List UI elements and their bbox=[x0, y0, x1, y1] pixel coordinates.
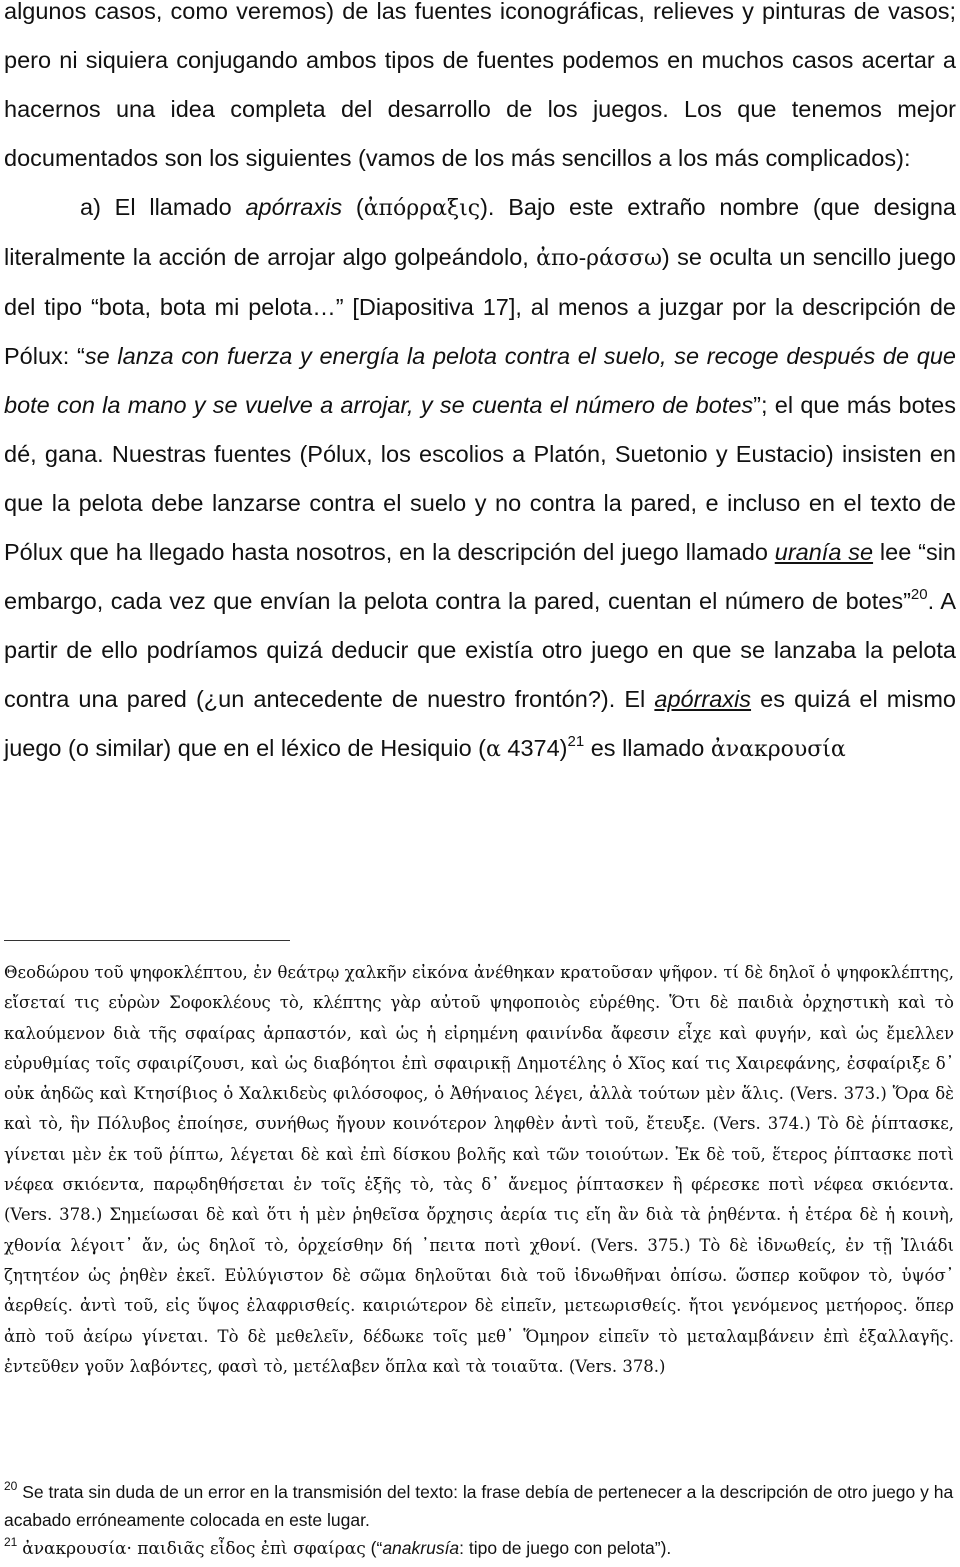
verb-greek: ἀπο-ράσσω bbox=[536, 246, 662, 271]
p2-text-3: ”; el que más botes dé, gana. Nuestras fuentes (Pólux, los escolios a Platón, Suetonio y Eustacio) insisten en que la pelota debe lanzarse contra el suelo y no contra la pared, e incluso en el texto de Pólux que ha llegado hasta nosotros, en la descripción del juego llamado bbox=[4, 392, 956, 565]
term-urania: uranía se bbox=[774, 539, 874, 565]
p2-text-6: es quizá el mismo juego (o similar) que en el léxico de Hesiquio ( bbox=[4, 686, 957, 761]
term-aporraxis-greek: ἀπόρραξις bbox=[363, 196, 481, 221]
footnote-text: : tipo de juego con pelota”). bbox=[459, 1538, 672, 1558]
p2-text-4: lee “sin embargo, cada vez que envían la pelota contra la pared, cuentan el número de botes” bbox=[4, 539, 956, 614]
p2-paren-open: ( bbox=[342, 194, 364, 220]
footnote-20 bbox=[4, 1478, 954, 1534]
footnote-greek: ἀνακρουσία· παιδιᾶς εἶδος ἐπὶ σφαίρας bbox=[22, 1539, 366, 1559]
footnote-text: Se trata sin duda de un error en la transmisión del texto: la frase debía de pertenecer a la descripción de otro juego y ha acabado erróneamente colocada en este lugar. bbox=[4, 1482, 954, 1530]
footnote-number: 21 bbox=[4, 1535, 18, 1549]
footnote-separator bbox=[4, 940, 290, 941]
footnote-21 bbox=[4, 1534, 954, 1563]
p2-text-5: . A partir de ello podríamos quizá deducir que existía otro juego en que se lanzaba la pelota contra una pared (¿un antecedente de nuestro frontón?). El bbox=[4, 588, 956, 712]
p2-text-7: es llamado bbox=[584, 735, 711, 761]
p2-lead: a) El llamado bbox=[80, 194, 246, 220]
footnote-term: anakrusía bbox=[382, 1538, 460, 1558]
paragraph-1: algunos casos, como veremos) de las fuentes iconográficas, relieves y pinturas de vasos; pero ni siquiera conjugando ambos tipos de fuentes podemos en muchos casos acertar a hacernos una idea completa del desarrollo de los juegos. Los que tenemos mejor documentados son los siguientes (vamos de los más sencillos a los más complicados): bbox=[4, 0, 956, 171]
alpha-letter: α bbox=[486, 737, 501, 762]
term-aporraxis: apórraxis bbox=[245, 194, 343, 220]
greek-passage: Θεοδώρου τοῦ ψηφοκλέπτου, ἐν θεάτρῳ χαλκῆν εἰκόνα ἀνέθηκαν κρατοῦσαν ψῆφον. τί δὲ δηλοῖ ὁ ψηφοκλέπτης, εἴσεταί τις εὑρὼν Σοφοκλέους τὸ, κλέπτης γὰρ αὐτοῦ ψηφοποιὸς εὑρέθης. Ὅτι δὲ παιδιὰ ὀρχηστικὴ καὶ τὸ καλούμενον διὰ τῆς σφαίρας ἁρπαστόν, καὶ ὡς ἡ εἰρημένη φαινίνδα ἄφεσιν εἶχε καὶ φυγήν, καὶ ὡς ἔμελλεν εὐρυθμίας τοῖς σφαιρίζουσι, καὶ ὡς διαβόητοι ἐπὶ σφαιρικῇ Δημοτέλης ὁ Χῖος καί τις Χαιρεφάνης, ἐσφαίριξε δ᾽ οὐκ ἀηδῶς καὶ Κτησίβιος ὁ Χαλκιδεὺς φιλόσοφος, ὁ Ἀθήναιος λέγει, ἀλλὰ τούτων μὲν ἅλις. (Vers. 373.) Ὅρα δὲ καὶ τὸ, ἣν Πόλυβος ἐποίησε, συνήθως ἤγουν κοινότερον ληφθὲν ἀντὶ τοῦ, ἔτευξε. (Vers. 374.) Τὸ δὲ ῥίπτασκε, γίνεται μὲν ἐκ τοῦ ῥίπτω, λέγεται δὲ καὶ ἐπὶ δίσκου βολῆς καὶ τῶν τοιούτων. Ἐκ δὲ τοῦ, ἕτερος ῥίπτασκε ποτὶ νέφεα σκιόεντα, παρῳδηθήσεται ἐν τοῖς ἑξῆς τὸ, τὰς δ᾽ ἄνεμος ῥίπτασκεν ἢ φέρεσκε ποτὶ νέφεα σκιόεντα. (Vers. 378.) Σημείωσαι δὲ καὶ ὅτι ἡ μὲν ῥηθεῖσα ὄρχησις ἀερία τις εἴη ἂν διὰ τὰ ῥηθέντα. ἡ ἑτέρα δὲ ἡ κοινὴ, χθονία λέγοιτ᾽ ἄν, ὡς δηλοῖ τὸ, ὀρχείσθην δή ᾽πειτα ποτὶ χθονί. (Vers. 375.) Τὸ δὲ ἰδνωθείς, ἐν τῇ Ἰλιάδι ζητητέον ὡς ῥηθὲν ἐκεῖ. Εὐλύγιστον δὲ σῶμα δηλοῦται διὰ τοῦ ἰδνωθῆναι ὀπίσω. ὥσπερ κοῦφον τὸ, ὑψόσ᾽ ἀερθείς. ἀντὶ τοῦ, εἰς ὕψος ἐλαφρισθείς. καιριώτερον δὲ εἰπεῖν, μετεωρισθείς. ἤτοι γενόμενος μετήορος. ὅπερ ἀπὸ τοῦ ἀείρω γίνεται. Τὸ δὲ μεθελεῖν, δέδωκε τοῖς μεθ᾽ Ὅμηρον εἰπεῖν τὸ μεταλαμβάνειν ἐπὶ ἐξαλλαγῆς. ἐντεῦθεν γοῦν λαβόντες, φασὶ τὸ, μετέλαβεν ὅπλα καὶ τὰ τοιαῦτα. (Vers. 378.) bbox=[4, 963, 954, 1376]
pollux-quote: se lanza con fuerza y energía la pelota contra el suelo, se recoge después de que bote con la mano y se vuelve a arrojar, y se cuenta el número de botes bbox=[4, 343, 956, 418]
footnote-ref-21[interactable]: 21 bbox=[567, 733, 585, 750]
footnote-ref-20[interactable]: 20 bbox=[910, 586, 928, 603]
term-aporraxis-2: apórraxis bbox=[654, 686, 752, 712]
footnote-number: 20 bbox=[4, 1479, 18, 1493]
p2-text-2: ) se oculta un sencillo juego del tipo “bota, bota mi pelota…” [Diapositiva 17], al menos a juzgar por la descripción de Pólux: “ bbox=[4, 244, 956, 369]
footnote-text: (“ bbox=[365, 1538, 383, 1558]
main-text bbox=[4, 0, 956, 774]
term-anakrousia: ἀνακρουσία bbox=[710, 737, 846, 762]
p2-text-1: ). Bajo este extraño nombre (que designa literalmente la acción de arrojar algo golpeándolo, bbox=[4, 194, 956, 270]
hesychius-number: 4374) bbox=[500, 735, 568, 761]
paragraph-2 bbox=[4, 183, 956, 774]
footnotes bbox=[4, 1478, 954, 1563]
